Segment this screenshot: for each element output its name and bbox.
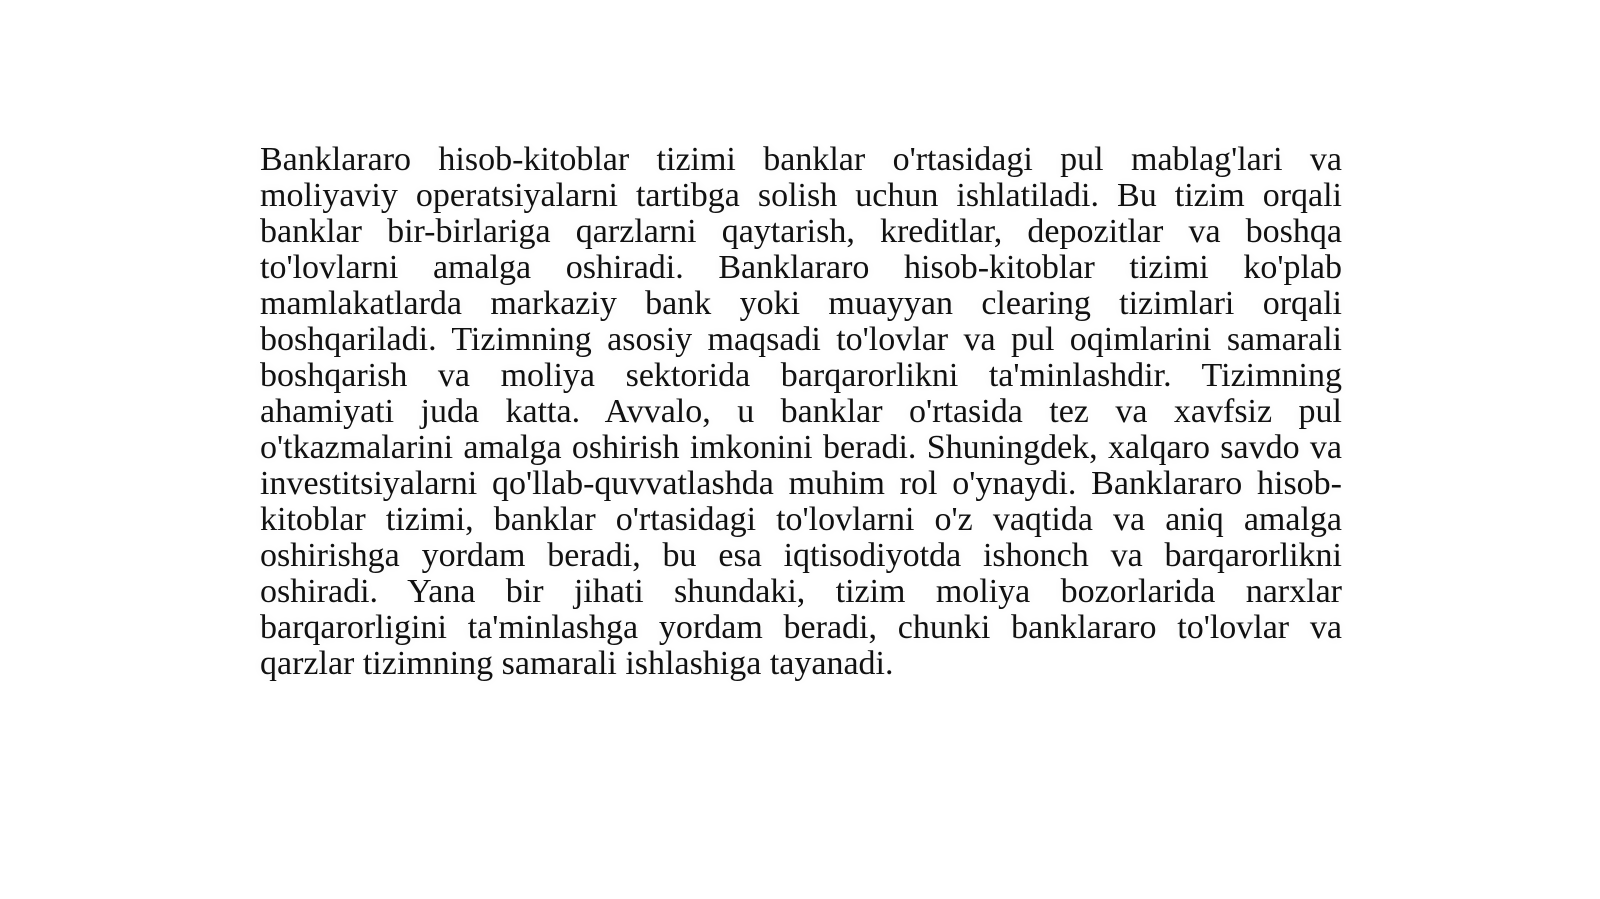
body-paragraph: Banklararo hisob-kitoblar tizimi banklar o'rtasidagi pul mablag'lari va moliyaviy operatsiyalarni tartibga solish uchun ishlatiladi. Bu tizim orqali banklar bir-birlariga qarzlarni qaytarish, kreditlar, depozitlar va boshqa to'lovlarni amalga oshiradi. Banklararo hisob-kitoblar tizimi ko'plab mamlakatlarda markaziy bank yoki muayyan clearing tizimlari orqali boshqariladi. Tizimning asosiy maqsadi to'lovlar va pul oqimlarini samarali boshqarish va moliya sektorida barqarorlikni ta'minlashdir. Tizimning ahamiyati juda katta. Avvalo, u banklar o'rtasida tez va xavfsiz pul o'tkazmalarini amalga oshirish imkonini beradi. Shuningdek, xalqaro savdo va investitsiyalarni qo'llab-quvvatlashda muhim rol o'ynaydi. Banklararo hisob-kitoblar tizimi, banklar o'rtasidagi to'lovlarni o'z vaqtida va aniq amalga oshirishga yordam beradi, bu esa iqtisodiyotda ishonch va barqarorlikni oshiradi. Yana bir jihati shundaki, tizim moliya bozorlarida narxlar barqarorligini ta'minlashga yordam beradi, chunki banklararo to'lovlar va qarzlar tizimning samarali ishlashiga tayanadi. [260, 141, 1342, 682]
